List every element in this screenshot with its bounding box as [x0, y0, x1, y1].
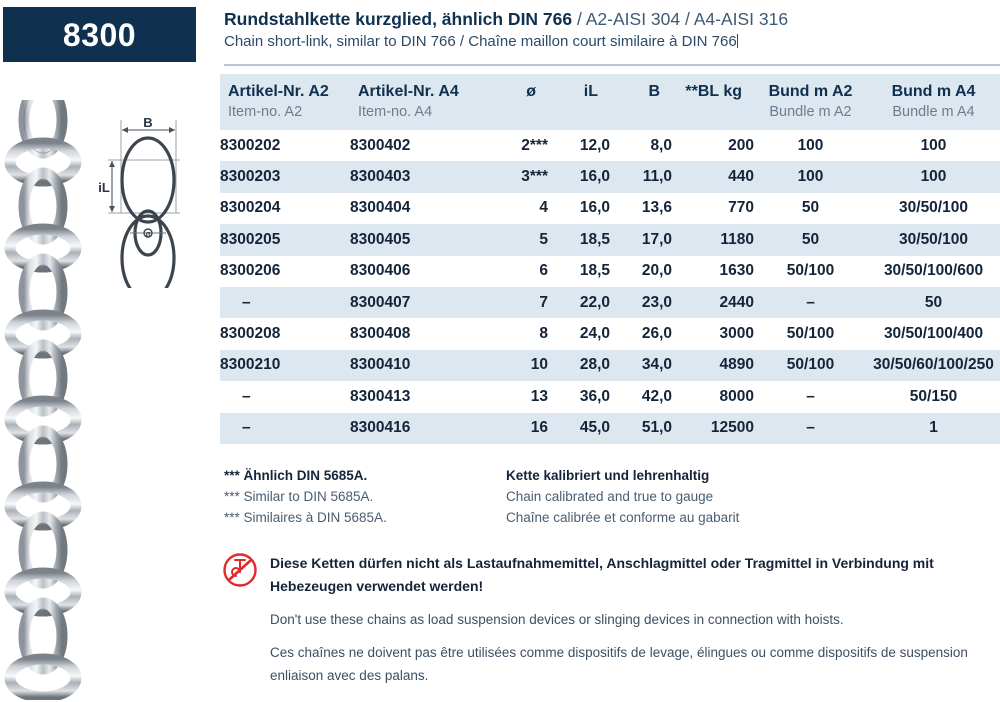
- table-row: [220, 350, 1000, 381]
- column-header-il: [548, 74, 610, 130]
- column-header-diameter: [486, 74, 548, 130]
- column-header-en: Bundle m A2: [769, 104, 852, 120]
- footnotes-block: [224, 468, 1000, 531]
- table-row: [220, 287, 1000, 318]
- table-header: [220, 74, 1000, 130]
- cell-bundle-a4: 50/150: [909, 387, 958, 405]
- column-header-de: Artikel-Nr. A2: [228, 83, 329, 100]
- column-header-de: B: [648, 83, 660, 100]
- column-header-de: **BL kg: [685, 83, 742, 100]
- table-row: [220, 413, 1000, 444]
- specification-table: [220, 74, 1000, 444]
- cell-bundle-a4: 1: [929, 419, 938, 437]
- cell-il: 28,0: [579, 356, 610, 374]
- cell-diameter: 10: [530, 356, 548, 374]
- footnote-row: [224, 489, 1000, 510]
- warning-en-line1: Don't use these chains as load suspension devices or slinging devices in connection with hoists.: [270, 612, 844, 627]
- column-header-item-no-a2: [220, 74, 350, 130]
- diagram-label-b: B: [143, 115, 153, 130]
- cell-item-no-a4: 8300405: [350, 230, 411, 248]
- footnote-left: *** Similaires à DIN 5685A.: [224, 510, 387, 525]
- column-header-en: Bundle m A4: [892, 104, 975, 120]
- cell-bundle-a2: 50: [801, 230, 820, 248]
- cell-item-no-a4: 8300413: [350, 387, 411, 405]
- cell-item-no-a2: –: [242, 293, 251, 311]
- warning-text: [270, 552, 1000, 687]
- cell-item-no-a4: 8300407: [350, 293, 411, 311]
- column-header-item-no-a4: [350, 74, 486, 130]
- cell-breaking-load: 2440: [719, 293, 754, 311]
- table-row: [220, 161, 1000, 192]
- warning-de-line2: Hebezeugen verwendet werden!: [270, 578, 484, 594]
- cell-bundle-a2: 100: [797, 136, 824, 154]
- cell-il: 36,0: [579, 387, 610, 405]
- chain-product-photo: [0, 100, 86, 700]
- table-body: [220, 130, 1000, 444]
- cell-bundle-a4: 30/50/100/400: [883, 325, 984, 343]
- cell-diameter: 2***: [521, 136, 548, 154]
- warning-fr-line1: Ces chaînes ne doivent pas être utilisées comme dispositifs de levage, élingues ou comme dispositifs de suspension: [270, 645, 968, 660]
- cell-bundle-a4: 30/50/60/100/250: [873, 356, 994, 374]
- cell-bundle-a4: 30/50/100: [899, 230, 968, 248]
- dimension-diagram-graphic: [88, 108, 218, 288]
- cell-bundle-a2: 50: [801, 199, 820, 217]
- cell-breaking-load: 1180: [720, 230, 754, 248]
- cell-item-no-a2: 8300206: [220, 262, 281, 280]
- cell-diameter: 13: [530, 387, 548, 405]
- cell-item-no-a4: 8300404: [350, 199, 411, 217]
- table-row: [220, 130, 1000, 161]
- cell-b: 17,0: [641, 230, 672, 248]
- prohibition-icon-graphic: [222, 552, 258, 588]
- cell-il: 18,5: [579, 230, 610, 248]
- table-row: [220, 193, 1000, 224]
- column-header-de: Bund m A4: [891, 83, 976, 100]
- page-header: [0, 0, 1000, 62]
- chain-link-dimension-diagram: [88, 108, 218, 288]
- cell-breaking-load: 1630: [719, 262, 754, 280]
- cell-item-no-a2: 8300203: [220, 168, 281, 186]
- column-header-en: Item-no. A4: [358, 104, 433, 120]
- cell-item-no-a4: 8300408: [350, 325, 411, 343]
- footnote-left: *** Ähnlich DIN 5685A.: [224, 468, 368, 483]
- cell-item-no-a2: –: [242, 419, 251, 437]
- table-row: [220, 256, 1000, 287]
- column-header-en: Item-no. A2: [228, 104, 303, 120]
- header-divider: [224, 64, 1000, 66]
- cell-il: 22,0: [579, 293, 610, 311]
- column-header-de: Bund m A2: [768, 83, 853, 100]
- cell-bundle-a2: 50/100: [786, 262, 835, 280]
- cell-diameter: 16: [530, 419, 548, 437]
- cell-item-no-a2: 8300202: [220, 136, 281, 154]
- cell-breaking-load: 3000: [719, 325, 754, 343]
- cell-diameter: 7: [539, 293, 548, 311]
- cell-breaking-load: 4890: [719, 356, 754, 374]
- page-title: [224, 8, 1000, 31]
- cell-bundle-a4: 50: [924, 293, 943, 311]
- column-header-breaking-load: [672, 74, 754, 130]
- cell-b: 11,0: [642, 168, 672, 186]
- cell-bundle-a4: 100: [920, 136, 947, 154]
- cell-breaking-load: 440: [728, 168, 754, 186]
- page-title-suffix: / A2-AISI 304 / A4-AISI 316: [572, 9, 789, 29]
- cell-item-no-a4: 8300410: [350, 356, 411, 374]
- cell-b: 34,0: [641, 356, 672, 374]
- cell-bundle-a4: 30/50/100/600: [883, 262, 984, 280]
- cell-breaking-load: 8000: [719, 387, 754, 405]
- cell-item-no-a2: –: [242, 387, 251, 405]
- warning-de-line1: Diese Ketten dürfen nicht als Lastaufnahmemittel, Anschlagmittel oder Tragmittel in Verbindung mit: [270, 555, 934, 571]
- cell-bundle-a2: 50/100: [786, 325, 835, 343]
- cell-item-no-a2: 8300210: [220, 356, 281, 374]
- text-cursor: [737, 34, 738, 48]
- cell-il: 24,0: [579, 325, 610, 343]
- diagram-label-diameter: ø: [145, 229, 151, 239]
- table-row: [220, 381, 1000, 412]
- cell-item-no-a4: 8300403: [350, 168, 411, 186]
- spacer: [270, 598, 1000, 608]
- chain-photo-graphic: [0, 100, 86, 700]
- cell-breaking-load: 200: [728, 136, 754, 154]
- cell-bundle-a2: 50/100: [786, 356, 835, 374]
- cell-item-no-a2: 8300208: [220, 325, 281, 343]
- sku-badge: [3, 7, 196, 62]
- column-header-bundle-a4: [867, 74, 1000, 130]
- footnote-right: Kette kalibriert und lehrenhaltig: [506, 468, 710, 483]
- cell-bundle-a4: 100: [920, 168, 947, 186]
- cell-il: 16,0: [579, 199, 610, 217]
- cell-breaking-load: 770: [728, 199, 754, 217]
- footnote-right: Chain calibrated and true to gauge: [506, 489, 714, 504]
- spacer: [270, 631, 1000, 641]
- footnote-row: [224, 510, 1000, 531]
- footnote-right: Chaîne calibrée et conforme au gabarit: [506, 510, 740, 525]
- no-hoist-prohibition-icon: [222, 552, 258, 588]
- cell-item-no-a4: 8300416: [350, 419, 411, 437]
- cell-breaking-load: 12500: [710, 419, 754, 437]
- cell-b: 13,6: [641, 199, 672, 217]
- cell-diameter: 6: [539, 262, 548, 280]
- footnote-row: [224, 468, 1000, 489]
- cell-diameter: 4: [539, 199, 548, 217]
- column-header-b: [610, 74, 672, 130]
- table-header-row: [220, 74, 1000, 130]
- page-subtitle: [224, 31, 1000, 52]
- cell-diameter: 5: [539, 230, 548, 248]
- header-text-block: [224, 8, 1000, 52]
- cell-il: 45,0: [579, 419, 610, 437]
- cell-bundle-a2: 100: [797, 168, 824, 186]
- cell-bundle-a2: –: [806, 387, 815, 405]
- cell-b: 42,0: [641, 387, 672, 405]
- cell-bundle-a2: –: [806, 419, 815, 437]
- cell-b: 23,0: [641, 293, 672, 311]
- cell-diameter: 3***: [521, 168, 548, 186]
- cell-item-no-a4: 8300406: [350, 262, 411, 280]
- sku-number: 8300: [62, 16, 137, 53]
- warning-fr-line2: enliaison avec des palans.: [270, 668, 429, 683]
- cell-b: 26,0: [641, 325, 672, 343]
- column-header-de: Artikel-Nr. A4: [358, 83, 459, 100]
- cell-il: 12,0: [579, 136, 610, 154]
- cell-bundle-a2: –: [806, 293, 815, 311]
- cell-il: 18,5: [579, 262, 610, 280]
- cell-item-no-a4: 8300402: [350, 136, 411, 154]
- column-header-bundle-a2: [754, 74, 867, 130]
- table-row: [220, 318, 1000, 349]
- cell-diameter: 8: [539, 325, 548, 343]
- cell-b: 51,0: [641, 419, 672, 437]
- page-subtitle-text: Chain short-link, similar to DIN 766 / Chaîne maillon court similaire à DIN 766: [224, 33, 737, 50]
- cell-item-no-a2: 8300204: [220, 199, 281, 217]
- cell-bundle-a4: 30/50/100: [899, 199, 968, 217]
- column-header-de: iL: [583, 83, 598, 100]
- page-title-main: Rundstahlkette kurzglied, ähnlich DIN 766: [224, 9, 573, 29]
- column-header-de: ø: [526, 83, 536, 100]
- cell-b: 8,0: [650, 136, 672, 154]
- cell-b: 20,0: [641, 262, 672, 280]
- diagram-label-il: iL: [98, 180, 110, 195]
- cell-il: 16,0: [579, 168, 610, 186]
- cell-item-no-a2: 8300205: [220, 230, 281, 248]
- table-row: [220, 224, 1000, 255]
- footnote-left: *** Similar to DIN 5685A.: [224, 489, 374, 504]
